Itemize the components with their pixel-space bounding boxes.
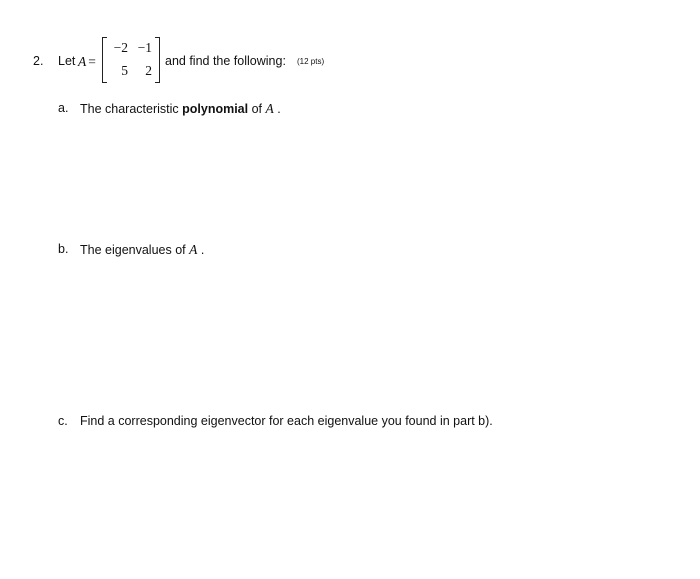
part-text-segment: of [248, 102, 266, 116]
matrix-name: A [265, 101, 274, 116]
part-text: Find a corresponding eigenvector for each eigenvalue you found in part b). [80, 414, 493, 428]
equals-sign: = [88, 54, 96, 69]
matrix-name: A [78, 54, 87, 69]
part-text-bold: polynomial [182, 102, 249, 116]
matrix-cell: −1 [137, 40, 152, 55]
question-instruction: and find the following: [165, 54, 286, 68]
matrix-assignment [78, 53, 96, 71]
matrix-cell: 2 [145, 63, 152, 78]
part-letter: a. [58, 101, 69, 115]
points-label: (12 pts) [297, 57, 325, 66]
matrix-cell: −2 [113, 40, 128, 55]
part-letter: c. [58, 414, 68, 428]
let-label: Let [58, 54, 76, 68]
part-text [80, 101, 281, 117]
matrix-name: A [189, 242, 198, 257]
part-text-segment: . [273, 102, 281, 116]
matrix-A [102, 37, 160, 83]
part-text [80, 242, 204, 258]
part-letter: b. [58, 242, 69, 256]
part-text-segment: The eigenvalues of [80, 243, 190, 257]
part-text-segment: The characteristic [80, 102, 183, 116]
matrix-cell: 5 [121, 63, 128, 78]
part-text-segment: . [197, 243, 205, 257]
matrix-right-bracket [155, 37, 160, 83]
question-number: 2. [33, 54, 44, 68]
